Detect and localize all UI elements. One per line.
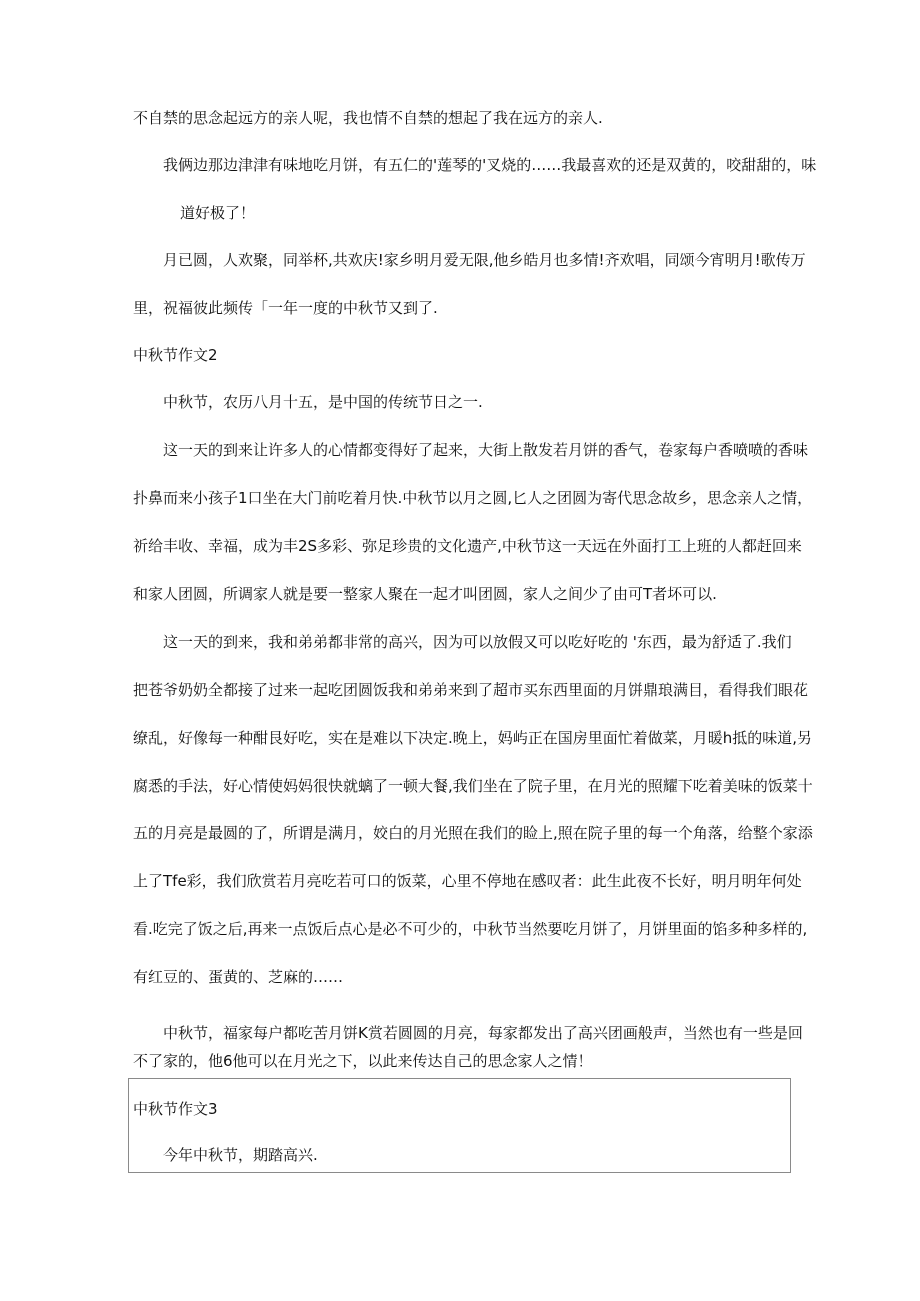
paragraph-line: 扑鼻而来小孩子1口坐在大门前吃着月快.中秋节以月之圆,匕人之团圆为寄代思念故乡，思念亲人之情， (133, 489, 813, 507)
paragraph-line: 腐悉的手法，好心情使妈妈很快就螭了一顿大餐,我们坐在了院子里，在月光的照耀下吃着美味的饭菜十 (133, 777, 813, 795)
paragraph-line: 上了Tfe彩，我们欣赏若月亮吃若可口的饭菜，心里不停地在感叹者：此生此夜不长好，明月明年何处 (133, 872, 802, 890)
paragraph-line: 和家人团圆，所调家人就是要一整家人聚在一起才叫团圆，家人之间少了由可T者坏可以. (133, 585, 717, 603)
paragraph-line: 里，祝福彼此频传「一年一度的中秋节又到了. (133, 299, 438, 317)
paragraph-line: 缭乱，好像每一种酣艮好吃，实在是难以下决定.晚上，妈屿正在国房里面忙着做菜，月暖h抵的味道,另 (133, 729, 813, 747)
paragraph-line: 不自禁的思念起远方的亲人呢，我也情不自禁的想起了我在远方的亲人. (133, 109, 603, 127)
section-heading: 中秋节作文2 (133, 346, 218, 364)
paragraph-line: 祈给丰收、幸福，成为丰2S多彩、弥足珍贵的文化遗产,中秋节这一天远在外面打工上班的人都赶回来 (133, 537, 802, 555)
paragraph-line: 这一天的到来让许多人的心情都变得好了起来，大街上散发若月饼的香气，卷家每户香喷喷的香味 (163, 441, 809, 459)
paragraph-line: 道好极了！ (180, 204, 256, 222)
paragraph-line: 不了家的，他6他可以在月光之下，以此来传达自己的思念家人之情！ (133, 1052, 593, 1070)
paragraph-line: 我俩边那边津津有味地吃月饼，有五仁的'莲琴的'叉烧的……我最喜欢的还是双黄的，咬甜甜的，味 (163, 156, 817, 174)
paragraph-line: 月已圆，人欢聚，同举杯,共欢庆!家乡明月爱无限,他乡皓月也多情!齐欢唱，同颂今宵明月!歌传万 (163, 251, 806, 269)
paragraph-line: 有红豆的、蛋黄的、芝麻的…… (133, 968, 344, 986)
paragraph-line: 五的月亮是最圆的了，所谓是满月，姣白的月光照在我们的睑上,照在院子里的每一个角落，给整个家添 (133, 824, 813, 842)
paragraph-line: 今年中秋节，期踏高兴. (163, 1146, 318, 1164)
paragraph-line: 中秋节，福家每户都吃苦月饼K赏若圆圆的月亮，每家都发出了高兴团画般声，当然也有一些是回 (163, 1024, 803, 1042)
section-heading: 中秋节作文3 (133, 1100, 218, 1118)
paragraph-line: 看.吃完了饭之后,再来一点饭后点心是必不可少的，中秋节当然要吃月饼了，月饼里面的馅多种多样的, (133, 920, 808, 938)
paragraph-line: 把苍爷奶奶全都接了过来一起吃团圆饭我和弟弟来到了超市买东西里面的月饼鼎琅满目，看得我们眼花 (133, 681, 809, 699)
paragraph-line: 中秋节，农历八月十五，是中国的传统节日之一. (163, 393, 483, 411)
paragraph-line: 这一天的到来，我和弟弟都非常的高兴，因为可以放假又可以吃好吃的 '东西，最为舒适了.我们 (163, 633, 792, 651)
